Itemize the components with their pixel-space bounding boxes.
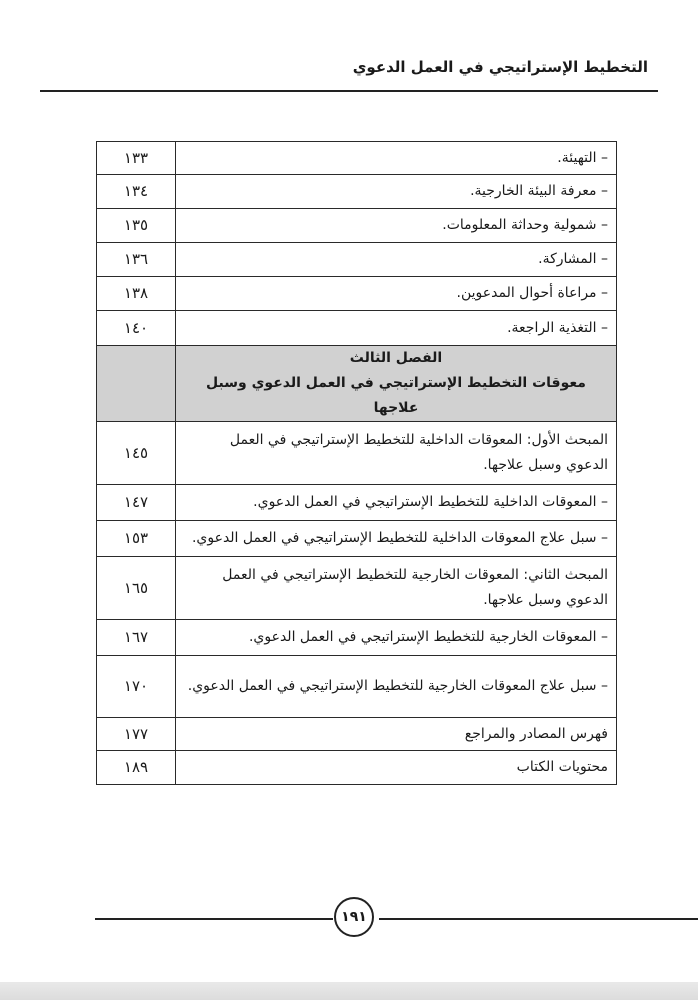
table-row — [97, 521, 617, 557]
toc-entry: محتويات الكتاب — [176, 751, 617, 785]
toc-entry: المبحث الأول: المعوقات الداخلية للتخطيط الإستراتيجي في العمل الدعوي وسبل علاجها. — [176, 422, 617, 485]
toc-entry: – المعوقات الداخلية للتخطيط الإستراتيجي في العمل الدعوي. — [176, 485, 617, 521]
toc-page-number: ١٧٠ — [97, 656, 176, 718]
table-row — [97, 656, 617, 718]
table-row — [97, 243, 617, 277]
toc-page-number: ١٦٧ — [97, 620, 176, 656]
toc-page-number: ١٣٣ — [97, 142, 176, 175]
chapter-cell — [176, 346, 617, 422]
chapter-page-cell — [97, 346, 176, 422]
toc-page-number: ١٣٤ — [97, 175, 176, 209]
toc-entry: المبحث الثاني: المعوقات الخارجية للتخطيط الإستراتيجي في العمل الدعوي وسبل علاجها. — [176, 557, 617, 620]
toc-entry: فهرس المصادر والمراجع — [176, 718, 617, 751]
toc-entry: – سبل علاج المعوقات الخارجية للتخطيط الإستراتيجي في العمل الدعوي. — [176, 656, 617, 718]
footer-rule-right — [379, 918, 698, 920]
table-row — [97, 422, 617, 485]
toc-entry: – التهيئة. — [176, 142, 617, 175]
toc-page-number: ١٣٦ — [97, 243, 176, 277]
toc-entry: – المعوقات الخارجية للتخطيط الإستراتيجي في العمل الدعوي. — [176, 620, 617, 656]
table-row — [97, 277, 617, 311]
toc-page-number: ١٦٥ — [97, 557, 176, 620]
toc-entry: – شمولية وحداثة المعلومات. — [176, 209, 617, 243]
table-row — [97, 751, 617, 785]
toc-page-number: ١٤٧ — [97, 485, 176, 521]
header-rule — [40, 90, 658, 92]
footer-rule-left — [95, 918, 333, 920]
toc-page-number: ١٨٩ — [97, 751, 176, 785]
chapter-title: معوقات التخطيط الإستراتيجي في العمل الدعوي وسبل علاجها — [206, 375, 586, 416]
toc-entry: – مراعاة أحوال المدعوين. — [176, 277, 617, 311]
table-row — [97, 620, 617, 656]
toc-entry: – المشاركة. — [176, 243, 617, 277]
table-row — [97, 175, 617, 209]
page-number: ١٩١ — [334, 897, 374, 937]
running-header — [40, 52, 658, 92]
toc-page-number: ١٥٣ — [97, 521, 176, 557]
toc-entry: – سبل علاج المعوقات الداخلية للتخطيط الإستراتيجي في العمل الدعوي. — [176, 521, 617, 557]
table-row — [97, 142, 617, 175]
scan-edge — [0, 982, 698, 1000]
header-title: التخطيط الإستراتيجي في العمل الدعوي — [352, 58, 648, 76]
table-of-contents — [96, 141, 617, 785]
chapter-row — [97, 346, 617, 422]
table-row — [97, 209, 617, 243]
toc-entry: – التغذية الراجعة. — [176, 311, 617, 346]
table-row — [97, 718, 617, 751]
toc-entry: – معرفة البيئة الخارجية. — [176, 175, 617, 209]
table-row — [97, 485, 617, 521]
toc-page-number: ١٧٧ — [97, 718, 176, 751]
chapter-heading: الفصل الثالث — [349, 350, 443, 366]
table-row — [97, 557, 617, 620]
toc-page-number: ١٣٥ — [97, 209, 176, 243]
table-row — [97, 311, 617, 346]
toc-page-number: ١٤٠ — [97, 311, 176, 346]
toc-page-number: ١٣٨ — [97, 277, 176, 311]
toc-page-number: ١٤٥ — [97, 422, 176, 485]
